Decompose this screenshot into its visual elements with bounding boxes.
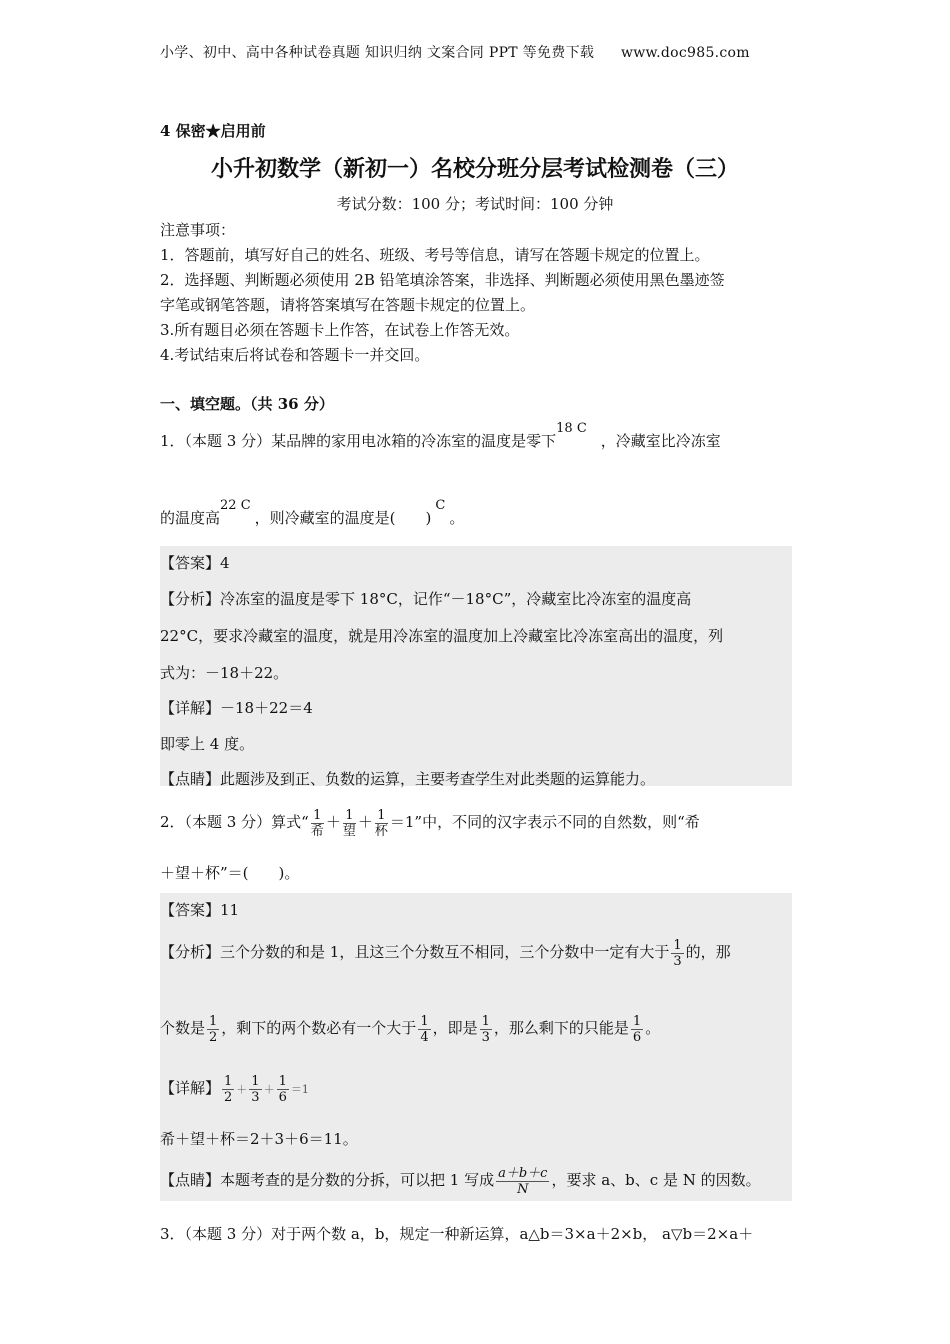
detail-text: －18＋22＝4 (220, 699, 313, 717)
page-header (160, 42, 750, 62)
frac-1-xi: $\frac{1}{\text{希}}$ (310, 807, 324, 839)
header-text: 小学、初中、高中各种试卷真题 知识归纳 文案合同 PPT 等免费下载 (160, 45, 595, 61)
q1-text-c: 的温度高 (160, 509, 221, 527)
notes-heading: 注意事项： (160, 221, 236, 239)
frac-one-sixth: $\frac{1}{6}$ (278, 1073, 287, 1105)
q2-line1 (160, 803, 700, 841)
q1-sup3: C (435, 498, 446, 513)
analysis-label: 【分析】 (160, 943, 221, 961)
q3-line1: 3．（本题 3 分）对于两个数 a，b，规定一种新运算，a△b＝3×a＋2×b， a▽b＝2×a＋ (160, 1225, 754, 1243)
q2-text-a: 2．（本题 3 分）算式“ (160, 813, 309, 831)
q1-analysis-3: 式为：－18＋22。 (160, 664, 289, 682)
analysis-text: 个数是 (160, 1019, 206, 1037)
q1-detail-2: 即零上 4 度。 (160, 735, 255, 753)
detail-label: 【详解】 (160, 1079, 221, 1097)
q1-tip (160, 768, 655, 789)
note-3: 3.所有题目必须在答题卡上作答，在试卷上作答无效。 (160, 321, 520, 339)
q1-text-d: ，则冷藏室的温度是( ) (254, 509, 432, 527)
q2-answer: 【答案】11 (160, 901, 240, 919)
q1-line1 (160, 421, 721, 451)
frac-1-wang: $\frac{1}{\text{望}}$ (342, 807, 356, 839)
analysis-text: ，剩下的两个数必有一个大于 (221, 1019, 417, 1037)
q1-analysis-1 (160, 588, 691, 609)
plus-sign: ＋ (325, 813, 341, 831)
analysis-text: ，那么剩下的只能是 (493, 1019, 629, 1037)
analysis-label: 【分析】 (160, 590, 221, 608)
q2-text-b: ＝1”中，不同的汉字表示不同的自然数，则“希 (389, 813, 700, 831)
q1-answer: 【答案】4 (160, 554, 230, 572)
plus-sign: ＋ (357, 813, 373, 831)
section-heading: 一、填空题。（共 36 分） (160, 395, 334, 413)
frac-one-third: $\frac{1}{3}$ (673, 937, 682, 969)
q1-text-b: ，冷藏室比冷冻室 (600, 432, 721, 450)
analysis-text: 三个分数的和是 1，且这三个分数互不相同，三个分数中一定有大于 (220, 943, 670, 961)
note-2a: 2．选择题、判断题必须使用 2B 铅笔填涂答案，非选择、判断题必须使用黑色墨迹签 (160, 271, 725, 289)
exam-meta: 考试分数：100 分；考试时间：100 分钟 (336, 195, 614, 213)
equals-one: ＝1 (290, 1083, 309, 1096)
q1-text-e: 。 (449, 509, 465, 527)
tip-text: 此题涉及到正、负数的运算，主要考查学生对此类题的运算能力。 (220, 770, 656, 788)
q2-line2: ＋望＋杯”＝( )。 (160, 864, 300, 882)
analysis-text-b: 的，那 (685, 943, 731, 961)
q2-tip (160, 1158, 761, 1202)
q2-analysis-2 (160, 1006, 660, 1050)
frac-1-bei: $\frac{1}{\text{杯}}$ (374, 807, 388, 839)
q1-detail-1 (160, 697, 313, 718)
note-2b: 字笔或钢笔答题，请将答案填写在答题卡规定的位置上。 (160, 296, 536, 314)
header-url[interactable]: www.doc985.com (620, 45, 750, 61)
tip-label: 【点睛】 (160, 1171, 221, 1189)
q2-detail-1: 【详解】 $\frac{1}{2}$ ＋ $\frac{1}{3}$ ＋ $\frac{1}{6}$ ＝1 (160, 1073, 309, 1105)
frac-one-third: $\frac{1}{3}$ (251, 1073, 260, 1105)
q1-sup1: 18 C (556, 421, 587, 436)
tip-label: 【点睛】 (160, 770, 221, 788)
analysis-text: 冷冻室的温度是零下 18°C，记作“－18°C”，冷藏室比冷冻室的温度高 (220, 590, 692, 608)
frac-one-sixth: $\frac{1}{6}$ (632, 1013, 642, 1045)
page-title: 小升初数学（新初一）名校分班分层考试检测卷（三） (210, 157, 739, 182)
frac-one-half: $\frac{1}{2}$ (224, 1073, 233, 1105)
q2-analysis-1 (160, 930, 731, 974)
analysis-text: 。 (645, 1019, 661, 1037)
tip-text: 本题考查的是分数的分拆，可以把 1 写成 (220, 1171, 495, 1189)
note-1: 1．答题前，填写好自己的姓名、班级、考号等信息，请写在答题卡规定的位置上。 (160, 246, 710, 264)
q2-detail-2: 希＋望＋杯＝2＋3＋6＝11。 (160, 1130, 358, 1148)
tip-text-b: ，要求 a、b、c 是 N 的因数。 (551, 1171, 761, 1189)
frac-one-quarter: $\frac{1}{4}$ (420, 1013, 429, 1045)
q1-analysis-2: 22°C，要求冷藏室的温度，就是用冷冻室的温度加上冷藏室比冷冻室高出的温度，列 (160, 627, 724, 645)
note-4: 4.考试结束后将试卷和答题卡一并交回。 (160, 346, 430, 364)
q1-text-a: 1．（本题 3 分）某品牌的家用电冰箱的冷冻室的温度是零下 (160, 432, 557, 450)
frac-abc-over-n: $\frac{a+b+c}{N}$ (498, 1165, 548, 1197)
secret-label: 4 保密★启用前 (160, 122, 266, 140)
detail-label: 【详解】 (160, 699, 221, 717)
frac-one-half: $\frac{1}{2}$ (209, 1013, 218, 1045)
analysis-text: ，即是 (432, 1019, 478, 1037)
q1-sup2: 22 C (220, 498, 251, 513)
q1-line2 (160, 498, 465, 528)
frac-one-third: $\frac{1}{3}$ (481, 1013, 490, 1045)
